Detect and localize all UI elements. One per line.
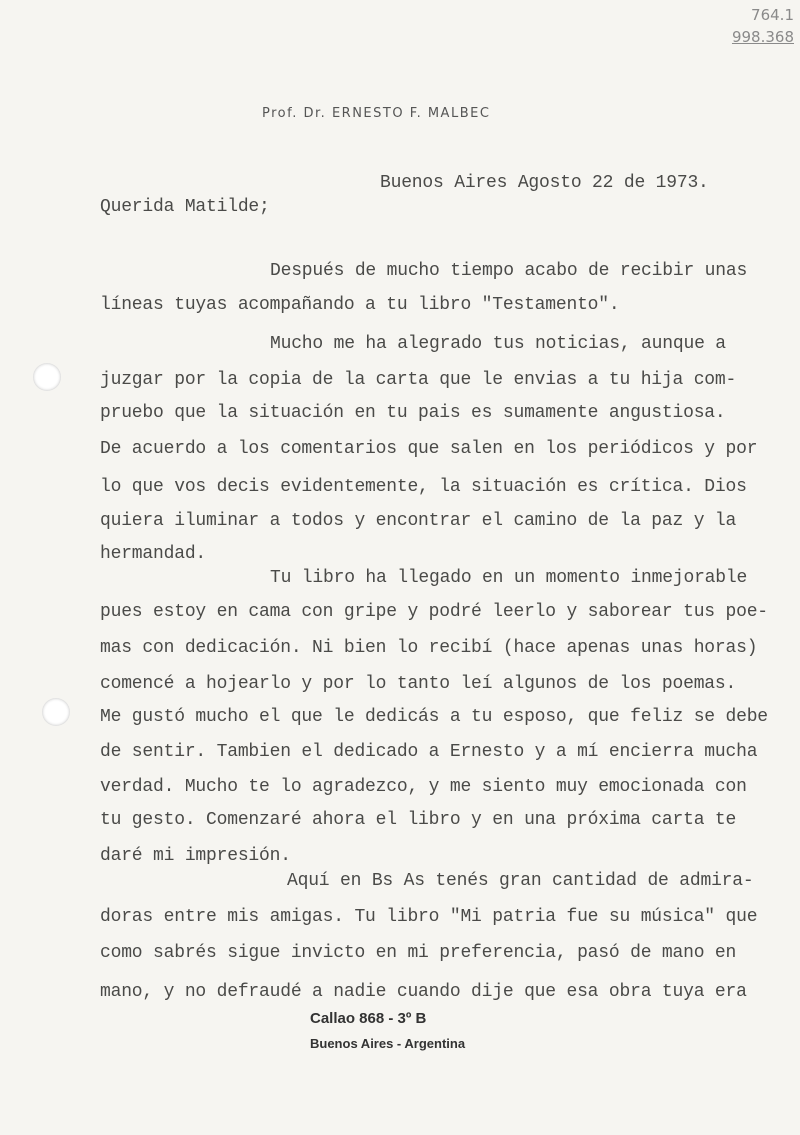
footer-address: Callao 868 - 3º B: [310, 1010, 427, 1027]
body-line: como sabrés sigue invicto en mi preferencia, pasó de mano en: [100, 943, 737, 963]
body-line: Después de mucho tiempo acabo de recibir unas: [270, 261, 748, 281]
body-line: mas con dedicación. Ni bien lo recibí (hace apenas unas horas): [100, 638, 758, 658]
body-line: De acuerdo a los comentarios que salen en los periódicos y por: [100, 439, 758, 459]
date-line: Buenos Aires Agosto 22 de 1973.: [380, 173, 709, 193]
body-line: Tu libro ha llegado en un momento inmejorable: [270, 568, 748, 588]
body-line: verdad. Mucho te lo agradezco, y me siento muy emocionada con: [100, 777, 747, 797]
body-line: hermandad.: [100, 544, 207, 564]
punch-hole: [33, 363, 61, 391]
body-line: lo que vos decis evidentemente, la situación es crítica. Dios: [100, 477, 747, 497]
body-line: líneas tuyas acompañando a tu libro "Testamento".: [100, 295, 620, 315]
body-line: juzgar por la copia de la carta que le envias a tu hija com-: [100, 370, 737, 390]
body-line: Mucho me ha alegrado tus noticias, aunque a: [270, 334, 726, 354]
body-line: daré mi impresión.: [100, 846, 291, 866]
footer-city: Buenos Aires - Argentina: [310, 1036, 466, 1051]
body-line: pues estoy en cama con gripe y podré leerlo y saborear tus poe-: [100, 602, 768, 622]
archive-marks: [732, 4, 794, 48]
body-line: de sentir. Tambien el dedicado a Ernesto y a mí encierra mucha: [100, 742, 758, 762]
letterhead: Prof. Dr. ERNESTO F. MALBEC: [262, 106, 491, 121]
body-line: Me gustó mucho el que le dedicás a tu esposo, que feliz se debe: [100, 707, 768, 727]
archive-number: 764.1: [751, 6, 794, 24]
body-line: mano, y no defraudé a nadie cuando dije que esa obra tuya era: [100, 982, 747, 1002]
body-line: quiera iluminar a todos y encontrar el camino de la paz y la: [100, 511, 737, 531]
salutation: Querida Matilde;: [100, 197, 270, 217]
body-line: tu gesto. Comenzaré ahora el libro y en una próxima carta te: [100, 810, 737, 830]
punch-hole: [42, 698, 70, 726]
body-line: doras entre mis amigas. Tu libro "Mi patria fue su música" que: [100, 907, 758, 927]
archive-number: 998.368: [731, 28, 794, 46]
body-line: comencé a hojearlo y por lo tanto leí algunos de los poemas.: [100, 674, 737, 694]
body-line: Aquí en Bs As tenés gran cantidad de admira-: [287, 871, 754, 891]
body-line: pruebo que la situación en tu pais es sumamente angustiosa.: [100, 403, 726, 423]
